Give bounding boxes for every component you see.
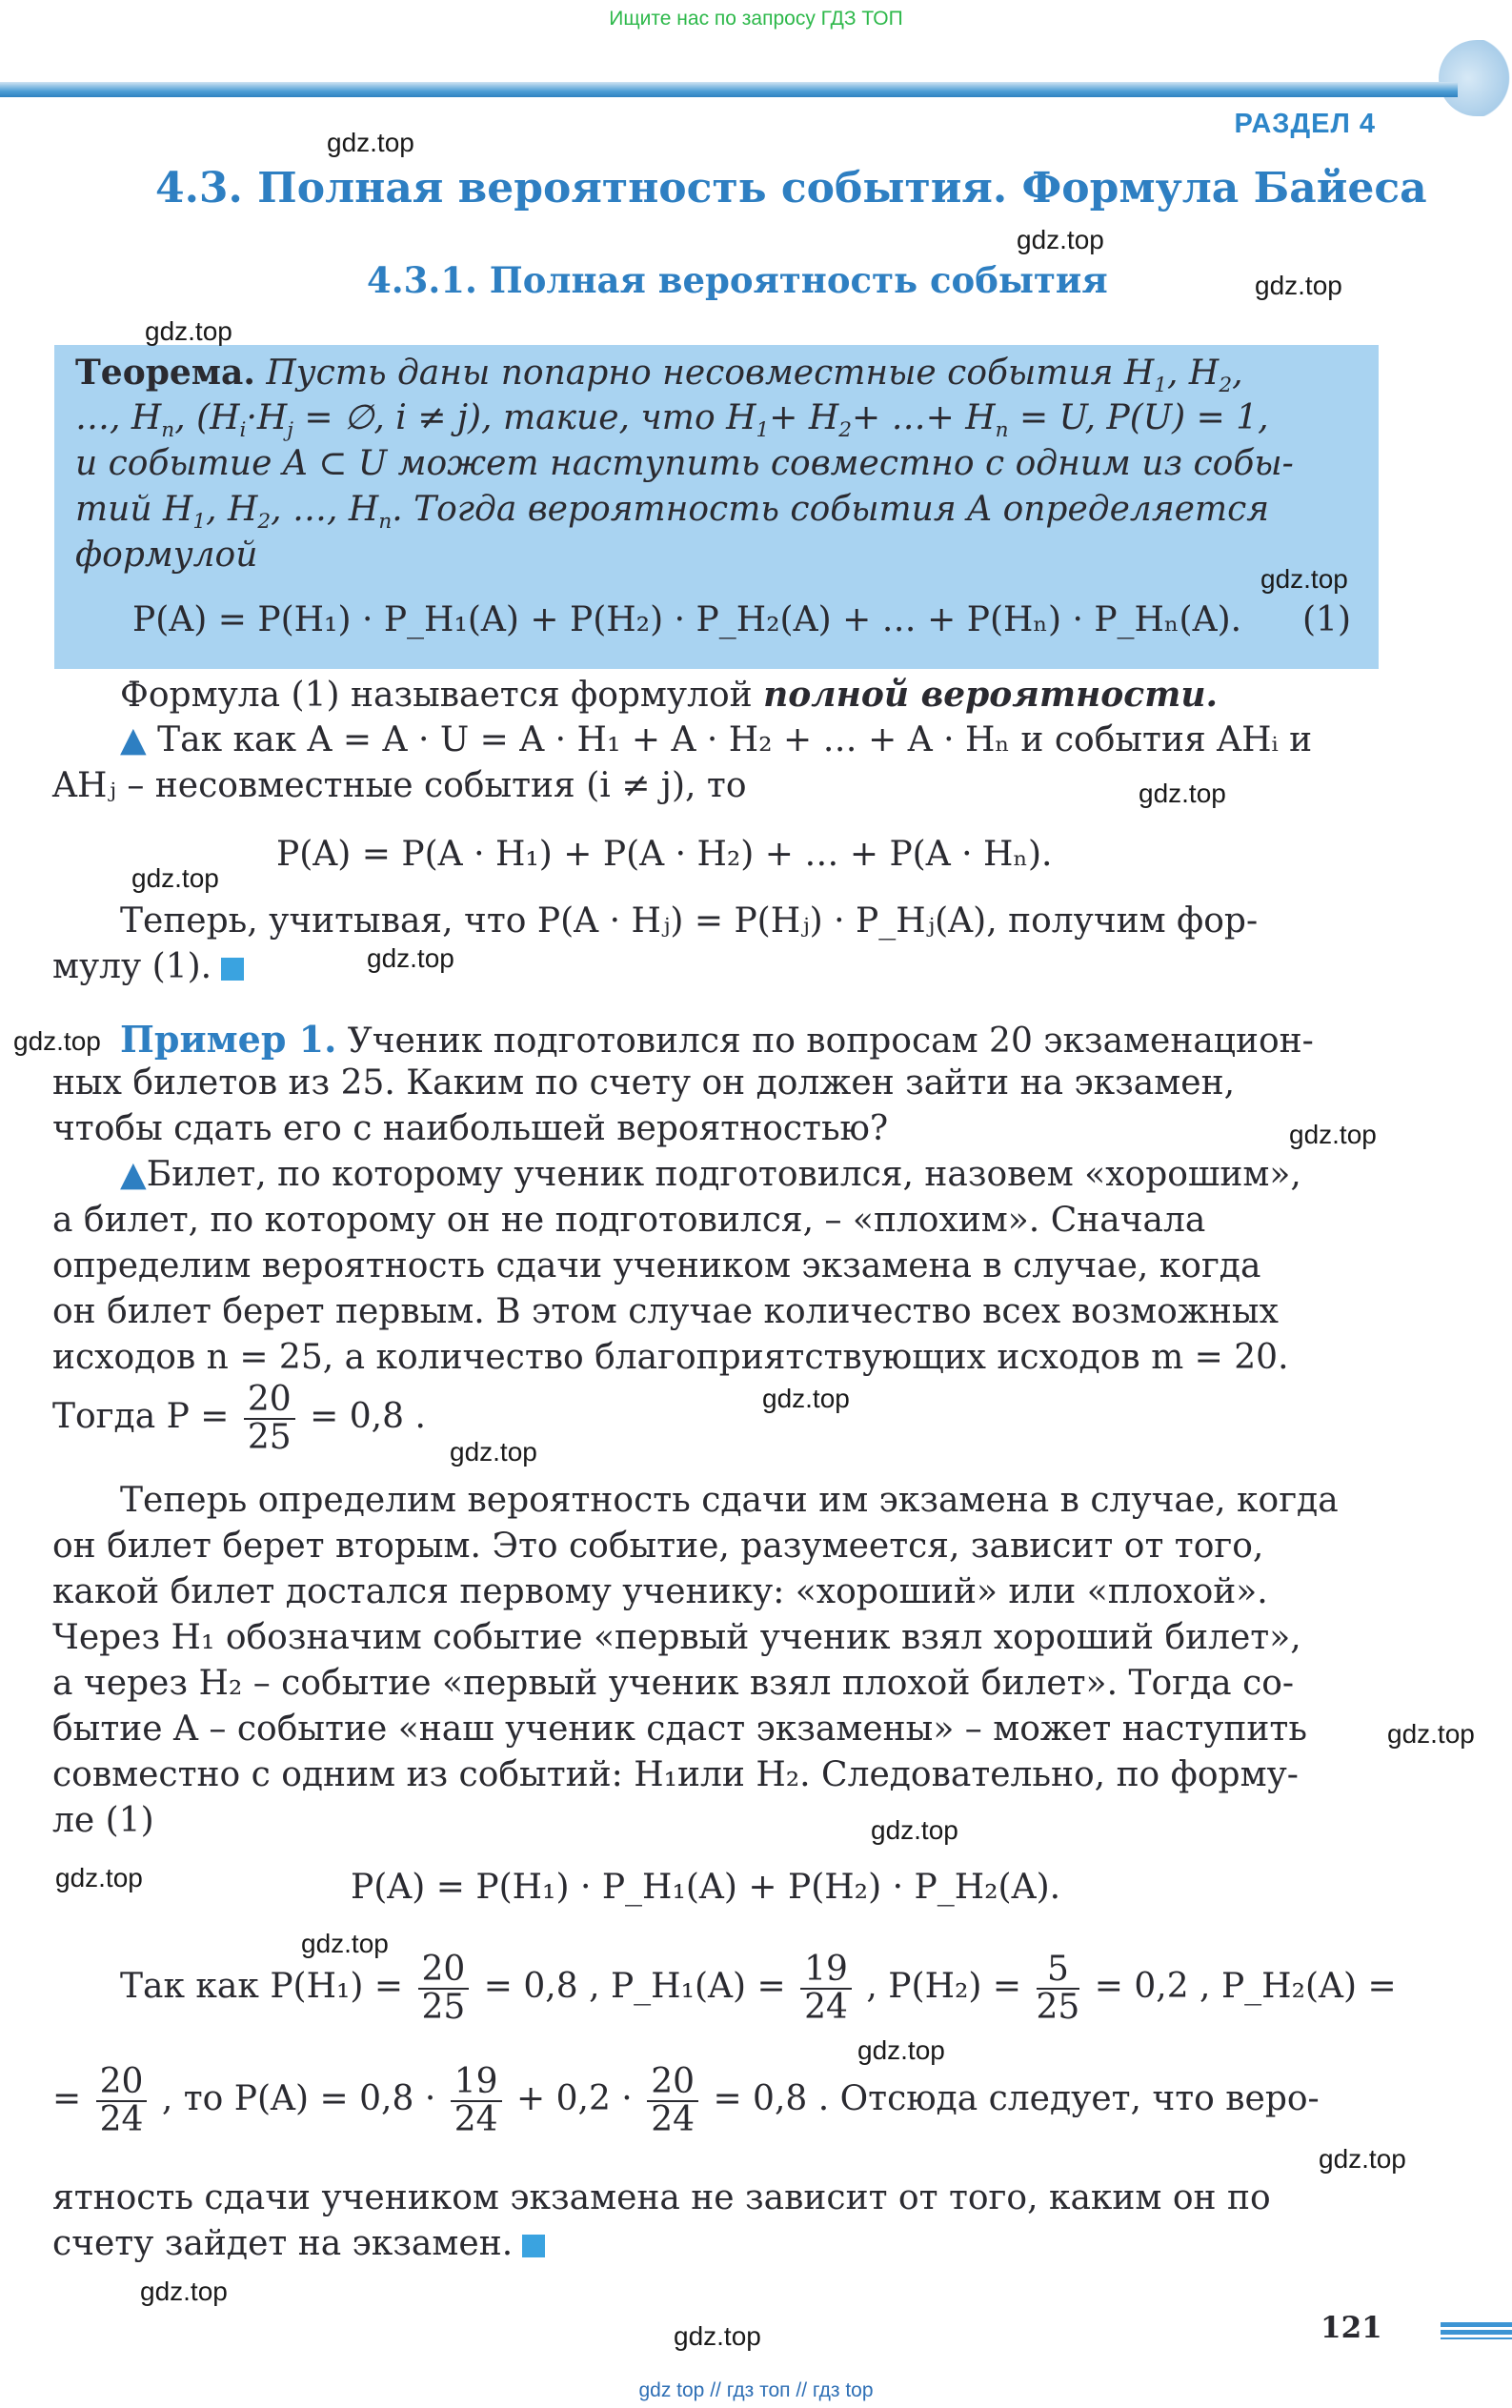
fraction: $\frac{19}{24}$	[800, 1952, 852, 2026]
watermark: gdz.top	[55, 1863, 143, 1892]
paragraph: совместно с одним из событий: H₁или H₂. Следовательно, по форму-	[52, 1755, 1299, 1794]
paragraph: а через H₂ – событие «первый ученик взял плохой билет». Тогда со-	[52, 1664, 1295, 1703]
watermark: gdz.top	[1260, 564, 1348, 594]
watermark: gdz.top	[1319, 2144, 1406, 2174]
paragraph: ▲Билет, по которому ученик подготовился, назовем «хорошим»,	[120, 1155, 1301, 1194]
paragraph: мулу (1).	[52, 947, 244, 986]
paragraph: Теперь, учитывая, что P(A · Hⱼ) = P(Hⱼ) · P_Hⱼ(A), получим фор-	[120, 901, 1259, 941]
fraction: $\frac{20}{25}$	[244, 1382, 295, 1456]
paragraph: Через H₁ обозначим событие «первый ученик взял хороший билет»,	[52, 1618, 1301, 1657]
paragraph: бытие A – событие «наш ученик сдаст экзамены» – может наступить	[52, 1710, 1307, 1749]
watermark: gdz.top	[301, 1929, 389, 1958]
theorem-line: …, $H_n$, ($H_i\cdot H_j$ = ∅, i ≠ j), такие, что $H_1+ H_2+$ …+ $H_n = U$, P(U) = 1,	[75, 398, 1269, 443]
paragraph: ▲ Так как A = A · U = A · H₁ + A · H₂ + … + A · Hₙ и события AHᵢ и	[120, 720, 1313, 759]
watermark: gdz.top	[871, 1815, 958, 1845]
total-probability-formula: P(A) = P(H₁) · P_H₁(A) + P(H₂) · P_H₂(A) + … + P(Hₙ) · P_Hₙ(A).	[132, 600, 1242, 639]
paragraph: исходов n = 25, а количество благоприятствующих исходов m = 20.	[52, 1338, 1289, 1377]
watermark: gdz.top	[327, 128, 414, 157]
watermark: gdz.top	[674, 2321, 761, 2351]
example-heading: Пример 1. Ученик подготовился по вопросам 20 экзаменацион-	[120, 1018, 1314, 1061]
fraction: $\frac{5}{25}$	[1036, 1950, 1080, 2027]
paragraph: чтобы сдать его с наибольшей вероятностью?	[52, 1109, 889, 1148]
paragraph: Тогда P = $\frac{20}{25}$ = 0,8 .	[52, 1380, 426, 1457]
page-number: 121	[1320, 2311, 1382, 2345]
theorem-box	[54, 345, 1379, 669]
paragraph: ле (1)	[52, 1801, 154, 1840]
paragraph: какой билет достался первому ученику: «хороший» или «плохой».	[52, 1572, 1268, 1611]
paragraph: он билет берет первым. В этом случае количество всех возможных	[52, 1292, 1279, 1331]
theorem-line: и событие A ⊂ U может наступить совместно с одним из собы-	[75, 444, 1294, 483]
watermark: gdz.top	[857, 2035, 945, 2065]
watermark: gdz.top	[1255, 271, 1342, 300]
paragraph: счету зайдет на экзамен.	[52, 2224, 545, 2263]
watermark: gdz.top	[450, 1437, 537, 1467]
paragraph: Теперь определим вероятность сдачи им экзамена в случае, когда	[120, 1481, 1339, 1520]
formula: P(A) = P(H₁) · P_H₁(A) + P(H₂) · P_H₂(A).	[351, 1868, 1061, 1907]
page-title: 4.3. Полная вероятность события. Формула Байеса	[155, 164, 1427, 212]
end-proof-square-icon	[522, 2235, 545, 2257]
theorem-line: Теорема. Пусть даны попарно несовместные события $H_1$, $H_2$,	[75, 353, 1243, 398]
paragraph: = $\frac{20}{24}$ , то P(A) = 0,8 · $\frac{19}{24}$ + 0,2 · $\frac{20}{24}$ = 0,8 . Отсюда следует, что веро-	[52, 2062, 1320, 2139]
header-bar	[0, 82, 1458, 97]
triangle-icon: ▲	[120, 1155, 147, 1194]
paragraph: AHⱼ – несовместные события (i ≠ j), то	[52, 766, 747, 805]
theorem-line: формулой	[75, 536, 258, 575]
page-number-decoration	[1441, 2322, 1512, 2339]
watermark: gdz.top	[367, 943, 454, 973]
fraction: $\frac{20}{24}$	[647, 2064, 698, 2138]
fraction: $\frac{20}{25}$	[418, 1952, 470, 2026]
formula-number: (1)	[1302, 600, 1351, 639]
watermark: gdz.top	[1387, 1719, 1475, 1749]
theorem-line: тий $H_1$, $H_2$, …, $H_n$. Тогда вероятность события A определяется	[75, 490, 1270, 535]
watermark: gdz.top	[131, 863, 219, 893]
paragraph: определим вероятность сдачи учеником экзамена в случае, когда	[52, 1246, 1261, 1285]
paragraph: ных билетов из 25. Каким по счету он должен зайти на экзамен,	[52, 1063, 1236, 1103]
watermark: gdz.top	[1139, 779, 1226, 808]
triangle-icon: ▲	[120, 720, 147, 759]
watermark: gdz.top	[13, 1026, 101, 1056]
paragraph: Так как P(H₁) = $\frac{20}{25}$ = 0,8 , P_H₁(A) = $\frac{19}{24}$ , P(H₂) = $\frac{5}{25}$ = 0,2 , P_H₂(A) =	[120, 1950, 1397, 2027]
theorem-label: Теорема.	[75, 353, 255, 393]
header-decoration	[1439, 40, 1512, 116]
paragraph: он билет берет вторым. Это событие, разумеется, зависит от того,	[52, 1527, 1264, 1566]
bottom-banner: gdz top // гдз топ // гдз top	[638, 2379, 874, 2401]
watermark: gdz.top	[1017, 225, 1104, 254]
paragraph: а билет, по которому он не подготовился, – «плохим». Сначала	[52, 1201, 1206, 1240]
watermark: gdz.top	[140, 2276, 228, 2306]
paragraph: ятность сдачи учеником экзамена не зависит от того, каким он по	[52, 2178, 1271, 2217]
formula: P(A) = P(A · H₁) + P(A · H₂) + … + P(A · Hₙ).	[276, 835, 1053, 874]
section-subtitle: 4.3.1. Полная вероятность события	[367, 259, 1108, 301]
top-banner: Ищите нас по запросу ГДЗ ТОП	[609, 8, 903, 30]
section-label: РАЗДЕЛ 4	[1234, 109, 1376, 139]
watermark: gdz.top	[762, 1384, 850, 1413]
watermark: gdz.top	[145, 316, 232, 346]
fraction: $\frac{19}{24}$	[451, 2064, 502, 2138]
paragraph: Формула (1) называется формулой полной вероятности.	[120, 675, 1219, 715]
end-proof-square-icon	[221, 958, 244, 981]
fraction: $\frac{20}{24}$	[96, 2064, 148, 2138]
watermark: gdz.top	[1289, 1120, 1377, 1149]
